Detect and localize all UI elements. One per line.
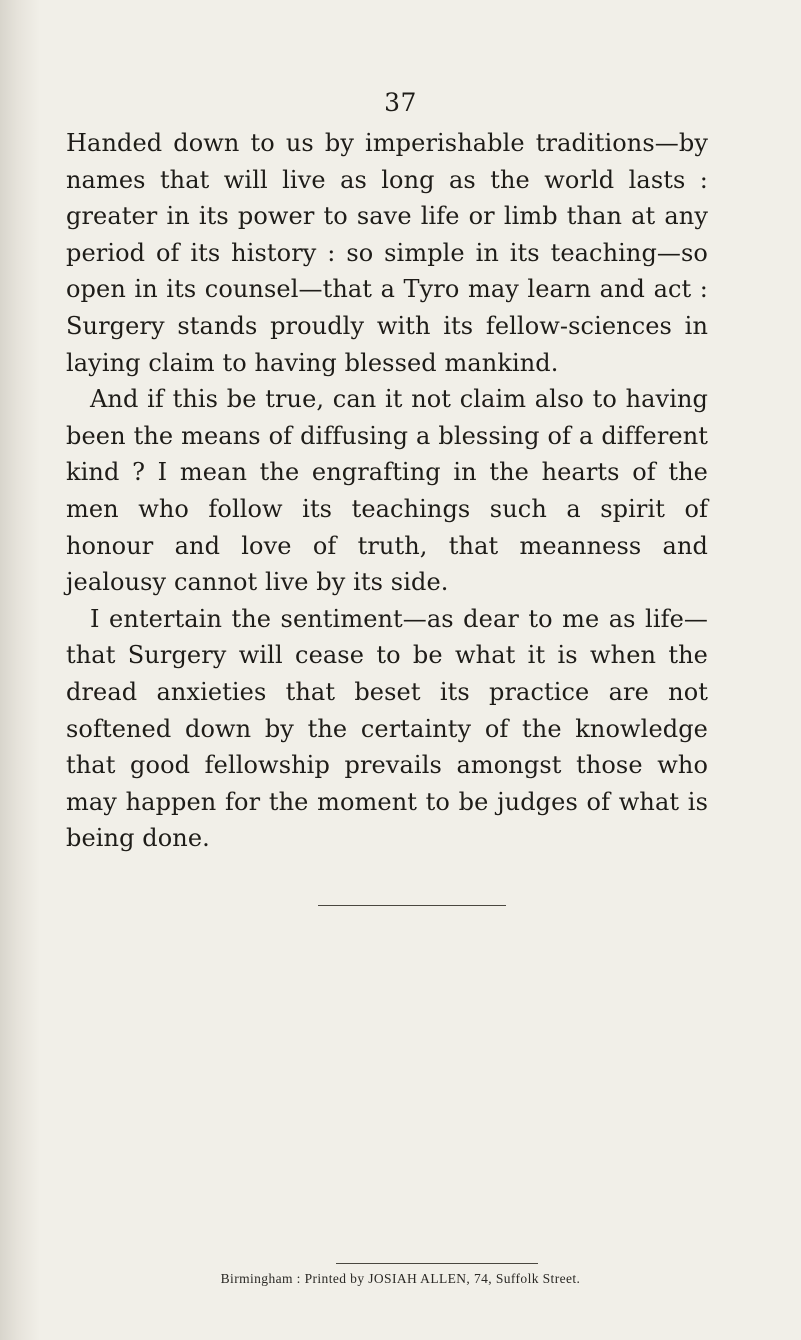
paragraph-2: And if this be true, can it not claim also to having been the means of diffusing a blessing of a different kind ? I mean the engrafting in the hearts of the men who follow its teachings such a spirit of honour and love of truth, that meanness and jealousy cannot live by its side. bbox=[66, 385, 708, 597]
section-divider bbox=[318, 905, 506, 906]
page-binding-shadow bbox=[0, 0, 40, 1340]
paragraph-3: I entertain the sentiment—as dear to me as life—that Surgery will cease to be what it is when the dread anxieties that beset its practice are not softened down by the certainty of the knowledge that good fellowship prevails amongst those who may happen for the moment to be judges of what is being done. bbox=[66, 604, 708, 853]
page-number: 37 bbox=[384, 88, 417, 117]
printer-imprint: Birmingham : Printed by JOSIAH ALLEN, 74, Suffolk Street. bbox=[220, 1271, 581, 1286]
imprint-divider bbox=[336, 1263, 538, 1264]
paragraph-1: Handed down to us by imperishable traditions—by names that will live as long as the world lasts : greater in its power to save life or limb than at any period of its history : so simple in its teaching—so open in its counsel—that a Tyro may learn and act : Surgery stands proudly with its fellow-sciences in laying claim to having blessed mankind. bbox=[66, 129, 708, 377]
body-text bbox=[66, 125, 708, 857]
